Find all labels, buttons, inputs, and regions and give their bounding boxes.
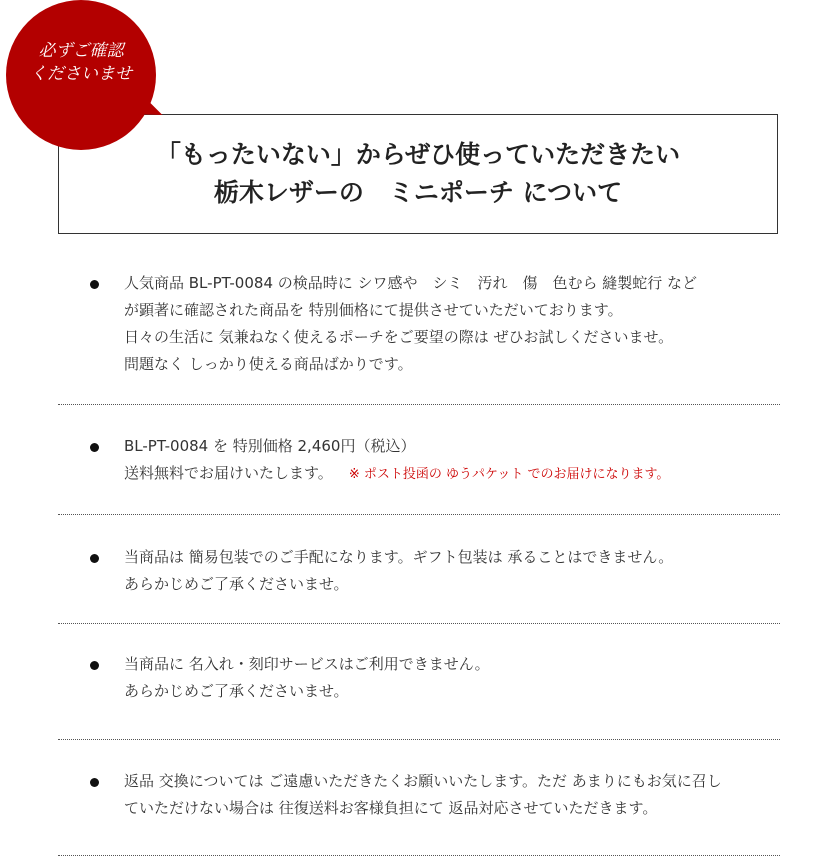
title-box: [58, 114, 778, 234]
notice-section-returns: [58, 740, 780, 856]
text-line: 人気商品 BL-PT-0084 の検品時に シワ感や シミ 汚れ 傷 色むら 縫製蛇行 など: [124, 274, 698, 292]
section-text: [124, 433, 760, 488]
notice-section-packaging: [58, 515, 780, 624]
bullet-icon: [90, 443, 99, 452]
badge-line-2: くださいませ: [30, 64, 132, 84]
section-text: [124, 651, 760, 705]
notice-section-price: [58, 405, 780, 515]
text-line: あらかじめご了承くださいませ。: [124, 575, 349, 593]
text-line: が顕著に確認された商品を 特別価格にて提供させていただいております。: [124, 301, 623, 319]
text-line: ていただけない場合は 往復送料お客様負担にて 返品対応させていただきます。: [124, 799, 658, 817]
bullet-icon: [90, 554, 99, 563]
text-line: 当商品は 簡易包装でのご手配になります。ギフト包装は 承ることはできません。: [124, 548, 674, 566]
bullet-icon: [90, 280, 99, 289]
notice-badge: [6, 0, 156, 150]
text-line: BL-PT-0084 を 特別価格 2,460円（税込）: [124, 437, 416, 455]
title-line-2: 栃木レザーの ミニポーチ について: [213, 178, 623, 207]
bullet-icon: [90, 778, 99, 787]
text-line: 日々の生活に 気兼ねなく使えるポーチをご要望の際は ぜひお試しくださいませ。: [124, 328, 674, 346]
badge-line-1: 必ずご確認: [38, 41, 124, 61]
title-line-1: 「もったいない」からぜひ使っていただきたい: [155, 140, 681, 169]
text-line: 問題なく しっかり使える商品ばかりです。: [124, 355, 413, 373]
text-line: あらかじめご了承くださいませ。: [124, 682, 349, 700]
section-text: [124, 270, 760, 378]
notice-section-engraving: [58, 624, 780, 740]
shipping-note: ※ ポスト投函の ゆうパケット でのお届けになります。: [348, 467, 670, 482]
section-text: [124, 544, 760, 598]
shipping-text: 送料無料でお届けいたします。: [124, 464, 333, 482]
text-line: 返品 交換については ご遠慮いただきたくお願いいたします。ただ あまりにもお気に召し: [124, 772, 722, 790]
bullet-icon: [90, 661, 99, 670]
section-text: [124, 768, 760, 822]
notice-section-inspection: [58, 236, 780, 405]
text-line: [124, 460, 760, 488]
text-line: 当商品に 名入れ・刻印サービスはご利用できません。: [124, 655, 490, 673]
